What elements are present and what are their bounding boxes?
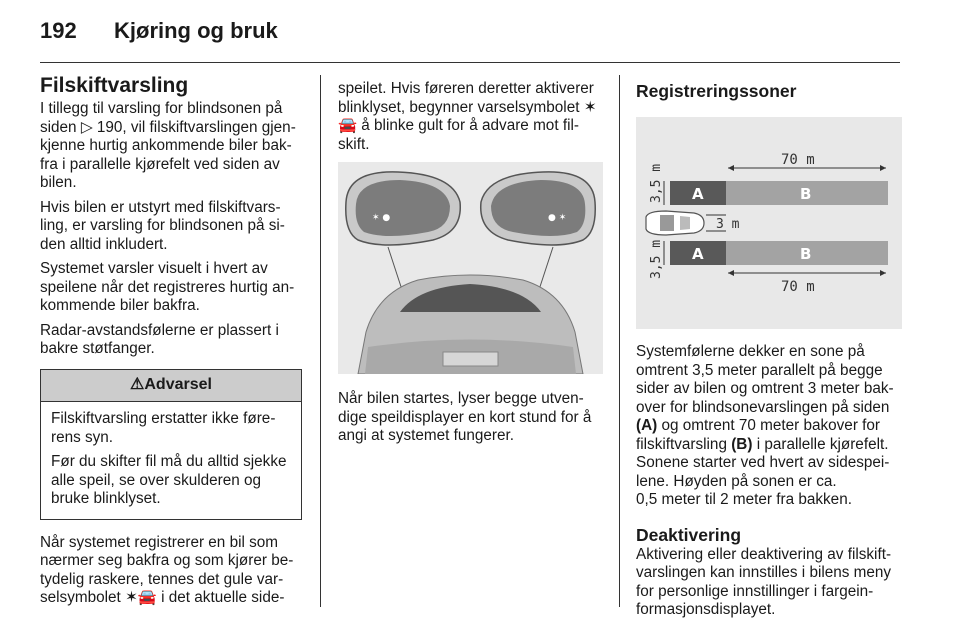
distance-label: 70 m — [781, 152, 815, 168]
warning-text: Før du skifter fil må du alltid sjekke alle speil, se over skulderen og bruke blinklyset. — [51, 453, 287, 507]
column-2 — [338, 80, 603, 452]
paragraph: Når bilen startes, lyser begge utvendige speildisplayer en kort stund for å angi at systemet fungerer. — [338, 390, 592, 444]
paragraph: I tillegg til varsling for blindsonen på siden ▷ 190, vil filskiftvarslingen gjenkjenne hurtig ankommende biler bakfra i parallelle kjørefelt ved siden av bilen. — [40, 100, 296, 191]
svg-text:B: B — [800, 245, 812, 263]
warning-box — [40, 369, 302, 520]
paragraph: Når systemet registrerer en bil som nærmer seg bakfra og som kjører betydelig raskere, tennes det gule varselsymbolet ✶🚘 i det aktuelle side- — [40, 533, 294, 606]
header-rule — [40, 62, 900, 63]
warning-text: Filskiftvarsling erstatter ikke førerens syn. — [51, 410, 276, 446]
distance-label: 3 m — [716, 217, 740, 232]
column-divider-1 — [320, 75, 321, 607]
paragraph: 0,5 meter til 2 meter fra bakken. — [636, 491, 852, 508]
paragraph: Systemfølerne dekker en sone på omtrent 3,5 meter parallelt på begge sider av bilen og omtrent 3 meter bakover for blindsonevarslingen på siden (A) og omtrent 70 meter bakover for filskiftvarsling (B) i parallelle kjørefelt. Sonene starter ved hvert av sidespeilene. Høyden på sonen er ca. — [636, 343, 894, 490]
chapter-title: Kjøring og bruk — [114, 18, 278, 43]
section-title: Registreringssoner — [636, 81, 797, 101]
column-divider-2 — [619, 75, 620, 607]
warning-title: ⚠Advarsel — [41, 370, 301, 403]
svg-text:A: A — [692, 245, 704, 263]
zone-diagram — [636, 117, 902, 329]
paragraph: Radar-avstandsfølerne er plassert i bakre støtfanger. — [40, 321, 279, 357]
column-3 — [636, 80, 902, 626]
svg-text:3,5 m: 3,5 m — [649, 163, 664, 203]
paragraph: Systemet varsler visuelt i hvert av speilene når det registreres hurtig ankommende biler bakfra. — [40, 260, 295, 314]
mirror-illustration — [338, 162, 603, 374]
svg-text:A: A — [692, 185, 704, 203]
distance-label: 70 m — [781, 279, 815, 295]
page-number: 192 — [40, 18, 77, 43]
svg-text:B: B — [800, 185, 812, 203]
mirror-warning-icon: ● ✶ — [548, 213, 567, 223]
car-mirrors-image — [338, 162, 603, 374]
paragraph: Hvis bilen er utstyrt med filskiftvarsling, er varsling for blindsonen på siden alltid inkludert. — [40, 198, 285, 253]
column-1 — [40, 74, 302, 614]
subsection-title: Deaktivering — [636, 524, 742, 545]
detection-zone-diagram — [636, 117, 902, 329]
page-header — [40, 18, 278, 44]
car-icon — [646, 211, 704, 235]
section-title: Filskiftvarsling — [40, 74, 189, 97]
svg-text:3,5 m: 3,5 m — [649, 239, 664, 279]
mirror-warning-icon: ✶ ● — [372, 213, 391, 223]
paragraph: Aktivering eller deaktivering av filskiftvarslingen kan innstilles i bilens meny for personlige innstillinger i fargeinformasjonsdisplayet. — [636, 545, 892, 618]
paragraph: speilet. Hvis føreren deretter aktiverer blinklyset, begynner varselsymbolet ✶🚘 å blinke gult for å advare mot filskift. — [338, 80, 597, 153]
